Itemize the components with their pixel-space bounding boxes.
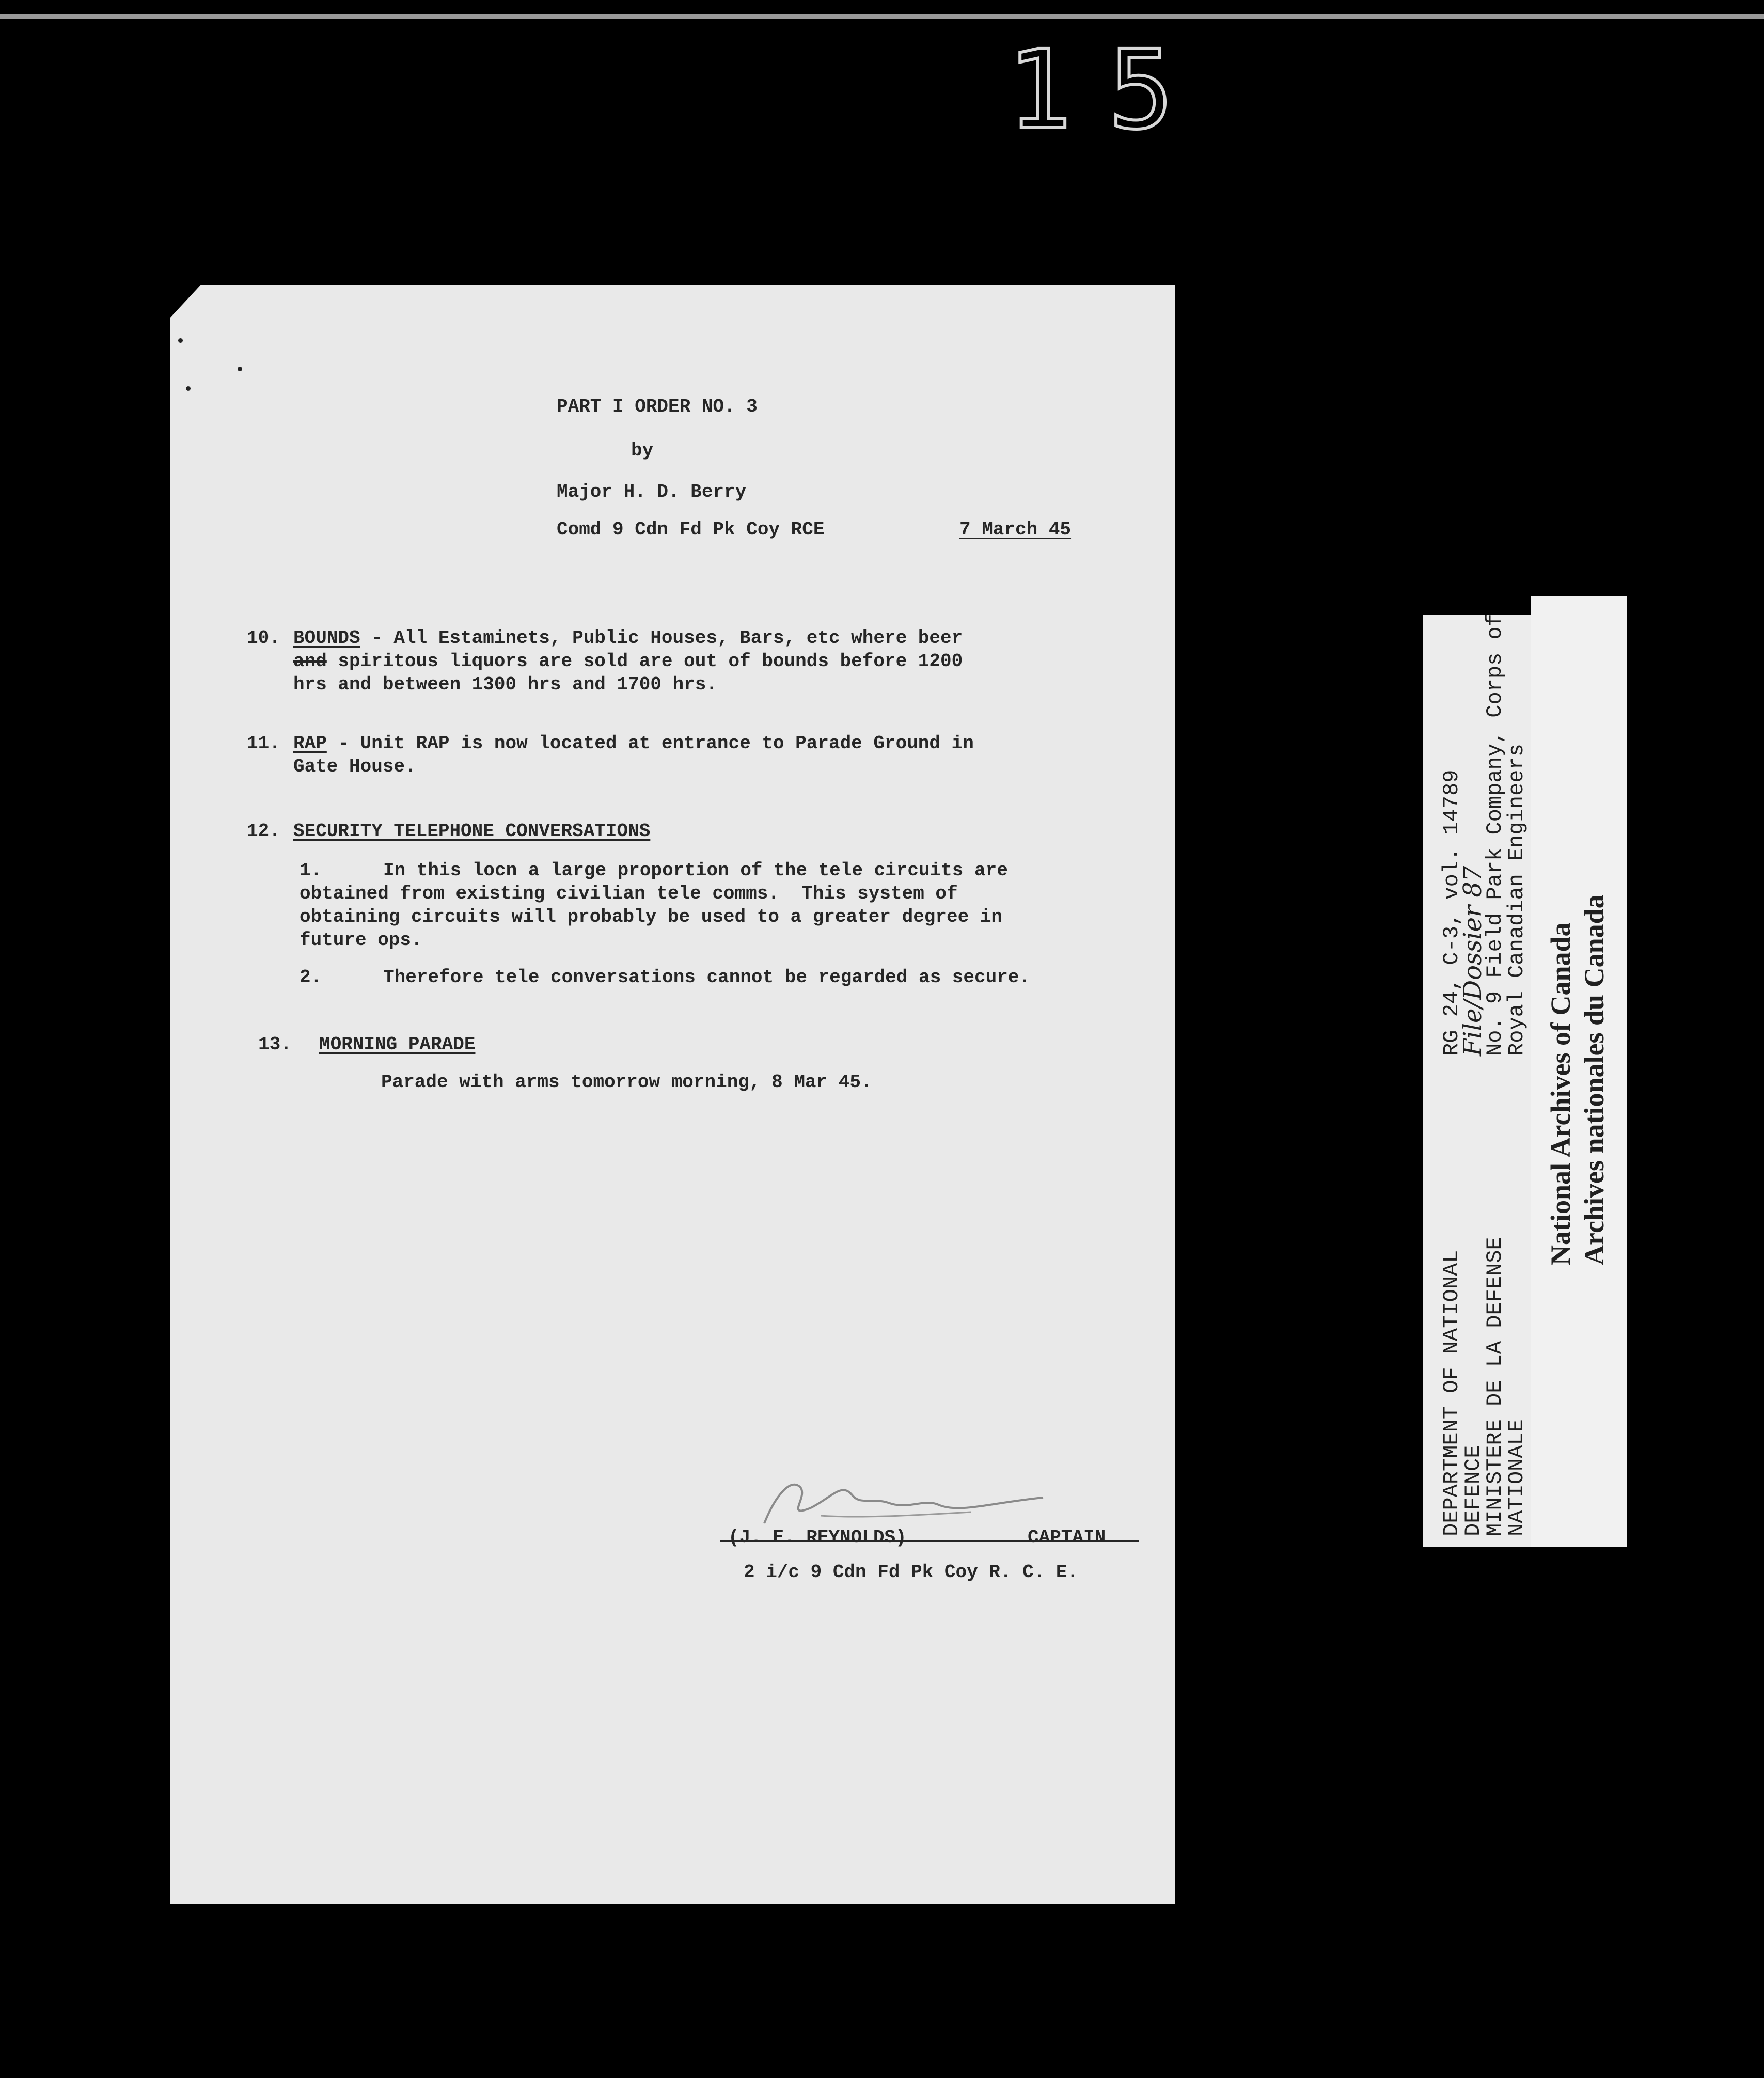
signatory-name: (J. E. REYNOLDS) xyxy=(728,1527,907,1548)
signatory-rank: CAPTAIN xyxy=(1028,1527,1106,1548)
frame-number: 15 xyxy=(1007,27,1210,153)
paper-speck xyxy=(186,386,191,391)
item-12-para1-line1: In this locn a large proportion of the tele circuits are xyxy=(383,860,1008,881)
item-13-line1: Parade with arms tomorrow morning, 8 Mar 45. xyxy=(381,1072,872,1093)
item-12-title: SECURITY TELEPHONE CONVERSATIONS xyxy=(293,821,651,842)
signatory-appointment: 2 i/c 9 Cdn Fd Pk Coy R. C. E. xyxy=(744,1562,1079,1583)
archives-name-fr: Archives nationales du Canada xyxy=(1579,894,1610,1265)
item-12-para1-number: 1. xyxy=(300,860,322,881)
item-10-line1 xyxy=(293,629,963,648)
item-10-text2: spiritous liquors are sold are out of bounds before 1200 xyxy=(326,651,963,672)
item-12-para1-line4: future ops. xyxy=(300,930,422,951)
item-11-line2: Gate House. xyxy=(293,756,416,777)
archives-name-en: National Archives of Canada xyxy=(1545,922,1576,1265)
order-by: by xyxy=(631,440,654,461)
item-10-line3: hrs and between 1300 hrs and 1700 hrs. xyxy=(293,674,717,695)
order-author: Major H. D. Berry xyxy=(557,481,747,502)
item-10-text1: - All Estaminets, Public Houses, Bars, etc where beer xyxy=(360,627,963,649)
item-11-title: RAP xyxy=(293,733,327,754)
ref-line-4: Royal Canadian Engineers xyxy=(1504,744,1529,1056)
item-12-para1-line3: obtaining circuits will probably be used to a greater degree in xyxy=(300,906,1003,927)
dept-line-1: DEPARTMENT OF NATIONAL xyxy=(1439,1250,1464,1536)
dept-line-4: NATIONALE xyxy=(1504,1419,1529,1536)
order-command: Comd 9 Cdn Fd Pk Coy RCE xyxy=(557,519,825,540)
item-10-number: 10. xyxy=(247,627,280,649)
order-title: PART I ORDER NO. 3 xyxy=(557,396,758,417)
ref-line-2: File/Dossier 87 xyxy=(1458,865,1487,1056)
item-10-struck-word: and xyxy=(293,651,327,672)
dept-line-3: MINISTERE DE LA DEFENSE xyxy=(1483,1237,1507,1536)
item-11-number: 11. xyxy=(247,733,280,754)
item-12-number: 12. xyxy=(247,821,280,842)
item-11-text1: - Unit RAP is now located at entrance to Parade Ground in xyxy=(326,733,974,754)
item-12-para2-number: 2. xyxy=(300,967,322,988)
item-13-number: 13. xyxy=(258,1034,292,1055)
paper-speck xyxy=(178,338,183,343)
order-date: 7 March 45 xyxy=(959,519,1072,540)
paper-speck xyxy=(238,367,242,371)
item-10-line2 xyxy=(293,652,963,671)
ref-line-3: No. 9 Field Park Company, Corps of xyxy=(1483,613,1507,1056)
signature xyxy=(754,1467,1064,1534)
item-12-para1-line2: obtained from existing civilian tele comms. This system of xyxy=(300,883,958,904)
top-border-line xyxy=(0,14,1764,19)
ref-line-1: RG 24, C-3, vol. 14789 xyxy=(1439,769,1464,1056)
item-11-line1 xyxy=(293,734,974,753)
item-13-title: MORNING PARADE xyxy=(319,1034,476,1055)
item-10-title: BOUNDS xyxy=(293,627,360,649)
item-12-para2-line1: Therefore tele conversations cannot be regarded as secure. xyxy=(383,967,1031,988)
dept-line-2: DEFENCE xyxy=(1461,1445,1486,1536)
